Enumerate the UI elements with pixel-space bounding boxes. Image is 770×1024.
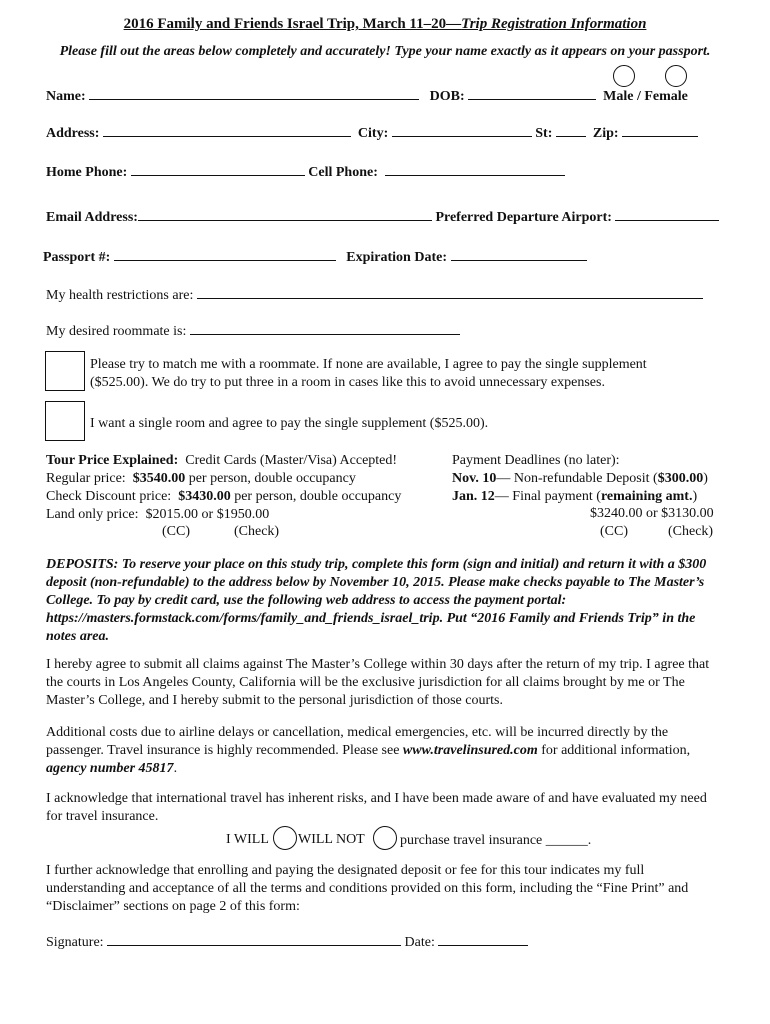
address-row [46, 124, 698, 142]
jan-text: — Final payment ( [494, 489, 601, 504]
roommate-label: My desired roommate is: [46, 324, 187, 339]
final-cc: (CC) [600, 524, 628, 539]
purchase-label: purchase travel insurance ______. [400, 833, 592, 848]
email-field[interactable] [138, 208, 432, 221]
costs-mid: for additional information, [537, 743, 691, 758]
single-room-checkbox[interactable] [45, 401, 85, 441]
acknowledge-paragraph: I acknowledge that international travel has inherent risks, and I have been made aware of and have evaluated my need for travel insurance. [46, 791, 707, 824]
match-line-2: ($525.00). We do try to put three in a room in cases like this to avoid unnecessary expenses. [90, 375, 605, 390]
female-radio[interactable] [665, 65, 687, 87]
will-not-label: WILL NOT [298, 832, 365, 847]
airport-field[interactable] [615, 208, 719, 221]
regular-rest: per person, double occupancy [188, 471, 356, 486]
agency-number: agency number 45817 [46, 761, 174, 776]
home-phone-label: Home Phone: [46, 165, 128, 180]
will-not-radio[interactable] [373, 826, 397, 850]
passport-field[interactable] [114, 248, 336, 261]
check-label: Check Discount price: [46, 489, 172, 504]
state-label: St: [535, 126, 553, 141]
roommate-field[interactable] [190, 322, 460, 335]
dob-label: DOB: [429, 89, 465, 104]
cards-accepted: Credit Cards (Master/Visa) Accepted! [185, 453, 398, 468]
jan-label: Jan. 12 [452, 489, 495, 504]
passport-label: Passport #: [43, 250, 111, 265]
gender-label: Male / Female [603, 89, 688, 104]
nov-amount: $300.00 [657, 471, 704, 486]
email-label: Email Address: [46, 210, 138, 225]
tour-price-block [46, 452, 401, 524]
title-main: 2016 Family and Friends Israel Trip, March 11–20— [123, 16, 462, 32]
name-row [46, 87, 688, 105]
further-paragraph: I further acknowledge that enrolling and paying the designated deposit or fee for this tour indicates my full understanding and acceptance of all the terms and conditions provided on this form, including the “Fine Print” and “Disclaimer” sections on page 2 of this form: [46, 863, 689, 914]
name-label: Name: [46, 89, 86, 104]
nov-close: ) [703, 471, 708, 486]
email-row [46, 208, 719, 226]
claims-paragraph: I hereby agree to submit all claims against The Master’s College within 30 days after the return of my trip. I agree that the courts in Los Angeles County, California will be the exclusive jurisdiction for all claims brought by me or The Master’s College, and I hereby submit to the personal jurisdiction of those courts. [46, 657, 710, 708]
match-roommate-checkbox[interactable] [45, 351, 85, 391]
jan-bold: remaining amt. [600, 489, 693, 504]
land-prices: $2015.00 or $1950.00 [145, 507, 270, 522]
costs-start: Additional costs due to airline delays or cancellation, medical emergencies, etc. will be incurred directly by the passenger. Travel insurance is highly recommended. Please see [46, 725, 669, 758]
land-cc: (CC) [162, 524, 190, 539]
city-field[interactable] [392, 124, 532, 137]
health-field[interactable] [197, 286, 703, 299]
nov-text: — Non-refundable Deposit ( [496, 471, 658, 486]
single-room-text: I want a single room and agree to pay the single supplement ($525.00). [90, 416, 489, 431]
will-label: I WILL [226, 832, 269, 847]
health-label: My health restrictions are: [46, 288, 194, 303]
deposits-paragraph: DEPOSITS: To reserve your place on this study trip, complete this form (sign and initial) and return it with a $300 deposit (non-refundable) to the address below by November 10, 2015. Please make checks payable to The Master’s College. To pay by credit card, use the following web address to access the payment portal: https://masters.formstack.com/forms/family_and_friends_israel_trip. Put “2016 Family and Friends Trip” in the notes area. [46, 557, 707, 644]
signature-label: Signature: [46, 935, 104, 950]
travel-insured-link[interactable]: www.travelinsured.com [402, 743, 538, 758]
passport-row [43, 248, 587, 266]
expiration-field[interactable] [451, 248, 587, 261]
page-title [0, 16, 770, 33]
check-rest: per person, double occupancy [234, 489, 402, 504]
jan-close: ) [692, 489, 698, 504]
date-label: Date: [404, 935, 435, 950]
regular-price: $3540.00 [132, 471, 186, 486]
costs-paragraph [46, 724, 726, 778]
final-check: (Check) [668, 524, 714, 539]
airport-label: Preferred Departure Airport: [435, 210, 612, 225]
cell-phone-field[interactable] [385, 163, 565, 176]
name-field[interactable] [89, 87, 419, 100]
cell-phone-label: Cell Phone: [308, 165, 378, 180]
land-check: (Check) [234, 524, 280, 539]
land-label: Land only price: [46, 507, 139, 522]
deadlines-block [452, 452, 708, 506]
signature-row [46, 933, 528, 951]
home-phone-field[interactable] [131, 163, 305, 176]
roommate-row [46, 322, 460, 340]
zip-field[interactable] [622, 124, 698, 137]
final-prices: $3240.00 or $3130.00 [590, 506, 714, 521]
date-field[interactable] [438, 933, 528, 946]
phone-row [46, 163, 565, 181]
signature-field[interactable] [107, 933, 401, 946]
tour-price-heading: Tour Price Explained: [46, 453, 179, 468]
match-roommate-text [90, 356, 647, 392]
instructions: Please fill out the areas below completely and accurately! Type your name exactly as it appears on your passport. [59, 44, 711, 59]
will-radio[interactable] [273, 826, 297, 850]
check-price: $3430.00 [178, 489, 231, 504]
dob-field[interactable] [468, 87, 596, 100]
male-radio[interactable] [613, 65, 635, 87]
deadlines-heading: Payment Deadlines (no later): [452, 453, 620, 468]
title-italic: Trip Registration Information [461, 16, 647, 32]
expiration-label: Expiration Date: [346, 250, 447, 265]
nov-label: Nov. 10 [452, 471, 497, 486]
zip-label: Zip: [592, 126, 619, 141]
state-field[interactable] [556, 124, 586, 137]
health-row [46, 286, 703, 304]
address-field[interactable] [103, 124, 351, 137]
costs-end: . [173, 761, 178, 776]
city-label: City: [357, 126, 389, 141]
match-line-1: Please try to match me with a roommate. If none are available, I agree to pay the single supplement [90, 357, 647, 372]
address-label: Address: [46, 126, 100, 141]
regular-label: Regular price: [46, 471, 126, 486]
